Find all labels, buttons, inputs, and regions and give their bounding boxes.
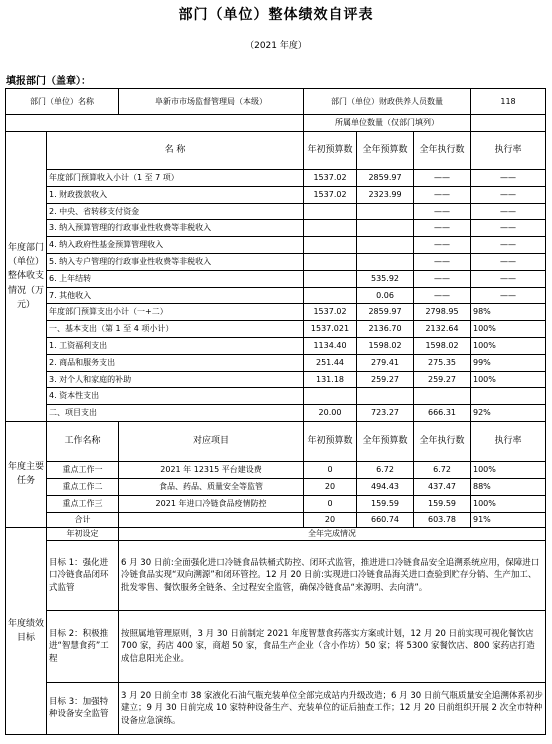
budget-item-name: 1. 财政拨款收入 [47, 186, 304, 203]
budget-item-rate: 100% [471, 371, 546, 388]
budget-item-exec: —— [414, 237, 471, 254]
sub-units-value [471, 115, 546, 132]
budget-row [6, 354, 546, 371]
budget-side-label: 年度部门（单位）整体收支情况（万元） [6, 132, 47, 422]
budget-col-exec: 全年执行数 [414, 132, 471, 170]
goals-col-initial: 年初设定 [47, 527, 119, 540]
tasks-col-initial: 年初预算数 [304, 421, 357, 461]
budget-item-exec: —— [414, 270, 471, 287]
budget-item-full [357, 388, 414, 405]
staff-label: 部门（单位）财政供养人员数量 [304, 89, 471, 115]
budget-item-full [357, 220, 414, 237]
tasks-total-initial: 20 [304, 512, 357, 527]
budget-item-initial: 131.18 [304, 371, 357, 388]
task-full: 6.72 [357, 461, 414, 478]
budget-item-initial: 1537.02 [304, 304, 357, 321]
budget-item-full: 0.06 [357, 287, 414, 304]
tasks-header-row [6, 421, 546, 461]
task-exec: 437.47 [414, 478, 471, 495]
goal-text: 目标 2：积极推进“智慧食药”工程 [47, 610, 119, 682]
budget-item-full: 2323.99 [357, 186, 414, 203]
task-project: 食品、药品、质量安全等监管 [119, 478, 304, 495]
budget-item-name: 6. 上年结转 [47, 270, 304, 287]
tasks-total-row [6, 512, 546, 527]
budget-item-full: 2859.97 [357, 304, 414, 321]
budget-item-rate: —— [471, 253, 546, 270]
budget-item-rate: —— [471, 220, 546, 237]
task-full: 159.59 [357, 495, 414, 512]
goals-header-row [6, 527, 546, 540]
budget-item-rate: —— [471, 186, 546, 203]
form-title: 部门（单位）整体绩效自评表 [178, 7, 374, 23]
task-rate: 100% [471, 495, 546, 512]
budget-item-exec [414, 388, 471, 405]
budget-item-full [357, 237, 414, 254]
budget-item-exec: —— [414, 170, 471, 187]
budget-row [6, 270, 546, 287]
goals-col-done: 全年完成情况 [119, 527, 546, 540]
budget-item-name: 3. 纳入预算管理的行政事业性收费等非税收入 [47, 220, 304, 237]
task-project: 2021 年 12315 平台建设费 [119, 461, 304, 478]
budget-row [6, 304, 546, 321]
tasks-col-name: 工作名称 [47, 421, 119, 461]
budget-item-exec: 1598.02 [414, 337, 471, 354]
task-row [6, 461, 546, 478]
budget-row [6, 186, 546, 203]
budget-row [6, 321, 546, 338]
budget-item-initial [304, 220, 357, 237]
task-full: 494.43 [357, 478, 414, 495]
sub-units-label: 所属单位数量（仅部门填列） [304, 115, 471, 132]
unit-row [6, 89, 546, 115]
budget-item-full [357, 253, 414, 270]
task-rate: 88% [471, 478, 546, 495]
budget-row [6, 170, 546, 187]
goal-row [6, 540, 546, 610]
budget-item-rate: —— [471, 270, 546, 287]
budget-row [6, 287, 546, 304]
budget-item-name: 4. 纳入政府性基金预算管理收入 [47, 237, 304, 254]
budget-item-rate: —— [471, 170, 546, 187]
task-exec: 159.59 [414, 495, 471, 512]
tasks-col-project: 对应项目 [119, 421, 304, 461]
budget-item-name: 年度部门预算支出小计（一+二） [47, 304, 304, 321]
budget-item-name: 5. 纳入专户管理的行政事业性收费等非税收入 [47, 253, 304, 270]
unit-name-value: 阜新市市场监督管理局（本级） [119, 89, 304, 115]
task-name: 重点工作一 [47, 461, 119, 478]
goal-done-text: 按照属地管理原则，3 月 30 日前制定 2021 年度智慧食药落实方案或计划，12 月 20 日前实现可视化餐饮店 700 家，药店 400 家，商超 50 家，食品生产企业（含小作坊）50 家；将 5300 家餐饮店、800 家药店打造成信息阳光企业。 [119, 610, 546, 682]
budget-item-rate: 92% [471, 405, 546, 422]
budget-item-initial: 1537.02 [304, 186, 357, 203]
budget-item-name: 7. 其他收入 [47, 287, 304, 304]
goal-row [6, 610, 546, 682]
budget-item-name: 4. 资本性支出 [47, 388, 304, 405]
task-row [6, 495, 546, 512]
goal-row [6, 682, 546, 734]
budget-item-initial: 1537.021 [304, 321, 357, 338]
budget-item-rate: 99% [471, 354, 546, 371]
budget-item-exec: 666.31 [414, 405, 471, 422]
budget-row [6, 237, 546, 254]
budget-item-exec: —— [414, 220, 471, 237]
tasks-side-label: 年度主要任务 [6, 421, 47, 527]
task-exec: 6.72 [414, 461, 471, 478]
task-name: 重点工作三 [47, 495, 119, 512]
tasks-total-blank [119, 512, 304, 527]
budget-item-initial [304, 203, 357, 220]
budget-item-name: 1. 工资福利支出 [47, 337, 304, 354]
task-project: 2021 年进口冷链食品疫情防控 [119, 495, 304, 512]
budget-item-initial [304, 237, 357, 254]
budget-row [6, 220, 546, 237]
budget-item-name: 二、项目支出 [47, 405, 304, 422]
budget-item-initial: 1134.40 [304, 337, 357, 354]
goal-text: 目标 1：强化进口冷链食品闭环式监管 [47, 540, 119, 610]
goal-done-text: 3 月 20 日前全市 38 家液化石油气瓶充装单位全部完成站内升级改造；6 月 30 日前气瓶质量安全追溯体系初步建立；9 月 30 日前完成 10 家特种设备生产、充装单位的证后抽查工作；12 月 20 日前组织开展 2 次全市特种设备应急演练。 [119, 682, 546, 734]
task-initial: 0 [304, 461, 357, 478]
tasks-col-rate: 执行率 [471, 421, 546, 461]
tasks-col-full: 全年预算数 [357, 421, 414, 461]
budget-item-full: 1598.02 [357, 337, 414, 354]
budget-item-name: 2. 商品和服务支出 [47, 354, 304, 371]
form-year: （2021 年度） [245, 41, 307, 51]
sub-units-row [6, 115, 546, 132]
budget-item-exec: 2798.95 [414, 304, 471, 321]
budget-item-rate: 100% [471, 321, 546, 338]
budget-item-exec: 2132.64 [414, 321, 471, 338]
budget-item-full: 2136.70 [357, 321, 414, 338]
budget-item-exec: —— [414, 186, 471, 203]
tasks-total-full: 660.74 [357, 512, 414, 527]
budget-item-full: 279.41 [357, 354, 414, 371]
budget-row [6, 337, 546, 354]
tasks-total-label: 合计 [47, 512, 119, 527]
budget-item-initial: 1537.02 [304, 170, 357, 187]
budget-item-full: 259.27 [357, 371, 414, 388]
filler-label: 填报部门（盖章）： [6, 76, 91, 87]
budget-col-rate: 执行率 [471, 132, 546, 170]
budget-col-full: 全年预算数 [357, 132, 414, 170]
tasks-total-rate: 91% [471, 512, 546, 527]
budget-item-name: 年度部门预算收入小计（1 至 7 项） [47, 170, 304, 187]
budget-item-initial [304, 388, 357, 405]
budget-item-exec: —— [414, 203, 471, 220]
budget-item-name: 一、基本支出（第 1 至 4 项小计） [47, 321, 304, 338]
budget-col-name: 名 称 [47, 132, 304, 170]
budget-item-exec: —— [414, 253, 471, 270]
budget-item-name: 2. 中央、省转移支付资金 [47, 203, 304, 220]
goal-done-text: 6 月 30 日前:全面强化进口冷链食品铁桶式防控、闭环式监管，推进进口冷链食品安全追溯系统应用，保障进口冷链食品实现“双向溯源”和闭环管控。12 月 20 日前:实现进口冷链食品海关进口查验到贮存分销、生产加工、批发零售、餐饮服务全链条、全过程安全监管，确保冷链食品“来源明、去向清”。 [119, 540, 546, 610]
budget-row [6, 371, 546, 388]
budget-item-initial: 251.44 [304, 354, 357, 371]
budget-row [6, 388, 546, 405]
budget-item-full: 2859.97 [357, 170, 414, 187]
budget-item-initial [304, 270, 357, 287]
budget-item-rate: 98% [471, 304, 546, 321]
budget-item-full: 535.92 [357, 270, 414, 287]
budget-item-initial: 20.00 [304, 405, 357, 422]
budget-item-rate: 100% [471, 337, 546, 354]
budget-row [6, 405, 546, 422]
staff-value: 118 [471, 89, 546, 115]
budget-item-exec: —— [414, 287, 471, 304]
budget-item-full [357, 203, 414, 220]
budget-item-rate [471, 388, 546, 405]
budget-header-row [6, 132, 546, 170]
goal-text: 目标 3：加强特种设备安全监管 [47, 682, 119, 734]
budget-item-rate: —— [471, 237, 546, 254]
task-initial: 0 [304, 495, 357, 512]
goals-side-label: 年度绩效目标 [6, 527, 47, 734]
budget-item-rate: —— [471, 287, 546, 304]
budget-item-full: 723.27 [357, 405, 414, 422]
budget-row [6, 253, 546, 270]
unit-name-label: 部门（单位）名称 [6, 89, 119, 115]
task-name: 重点工作二 [47, 478, 119, 495]
budget-col-initial: 年初预算数 [304, 132, 357, 170]
task-initial: 20 [304, 478, 357, 495]
budget-item-name: 3. 对个人和家庭的补助 [47, 371, 304, 388]
performance-table [5, 88, 546, 735]
budget-item-exec: 259.27 [414, 371, 471, 388]
tasks-total-exec: 603.78 [414, 512, 471, 527]
budget-row [6, 203, 546, 220]
task-rate: 100% [471, 461, 546, 478]
task-row [6, 478, 546, 495]
budget-item-initial [304, 253, 357, 270]
sub-units-blank [6, 115, 304, 132]
tasks-col-exec: 全年执行数 [414, 421, 471, 461]
budget-item-exec: 275.35 [414, 354, 471, 371]
budget-item-rate: —— [471, 203, 546, 220]
budget-item-initial [304, 287, 357, 304]
